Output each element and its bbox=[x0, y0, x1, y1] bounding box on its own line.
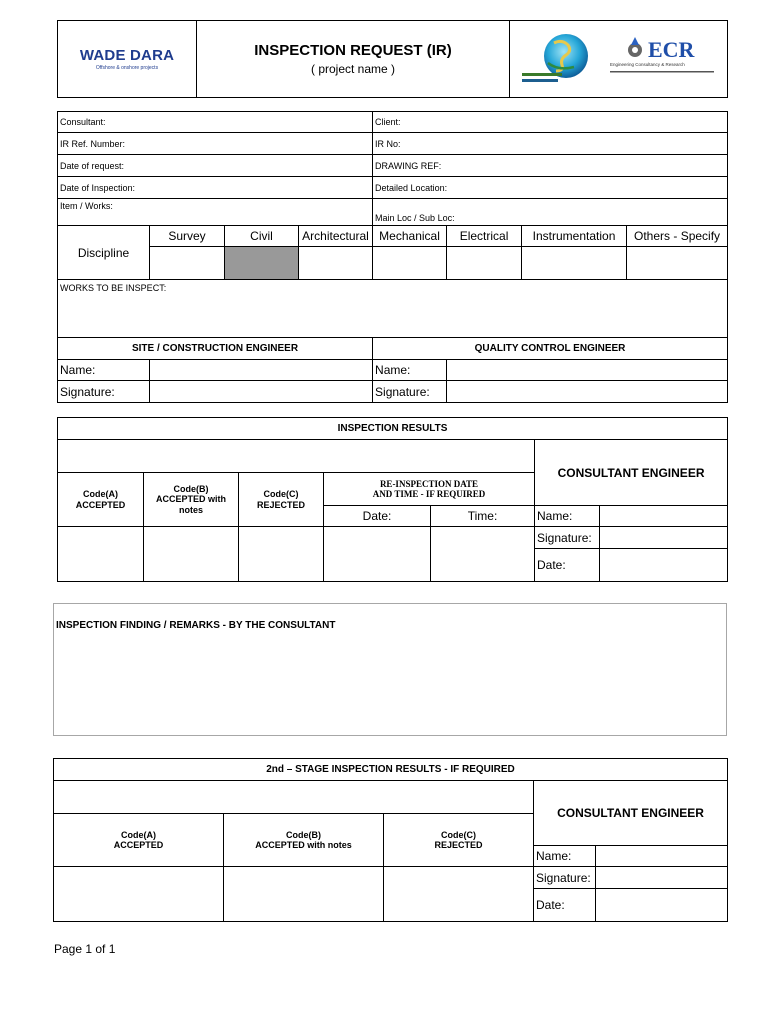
partner-logos bbox=[510, 21, 728, 98]
stage2-name-field[interactable] bbox=[596, 846, 728, 867]
consultant-date-label: Date: bbox=[535, 549, 600, 582]
stage2-date-field[interactable] bbox=[596, 889, 728, 922]
consultant-engineer-heading: CONSULTANT ENGINEER bbox=[535, 440, 728, 506]
arabic-tagline-icon bbox=[610, 69, 720, 75]
site-signature-label: Signature: bbox=[58, 381, 150, 403]
stage2-code-c-header: Code(C) REJECTED bbox=[384, 814, 534, 867]
gear-icon bbox=[624, 37, 646, 61]
code-c-header: Code(C) REJECTED bbox=[239, 473, 324, 527]
ecr-logo bbox=[610, 35, 720, 87]
discipline-check-instrumentation[interactable] bbox=[522, 247, 627, 280]
stage2-code-a-field[interactable] bbox=[54, 867, 224, 922]
stage2-blank-row bbox=[54, 781, 534, 814]
code-b-header: Code(B) ACCEPTED with notes bbox=[144, 473, 239, 527]
discipline-check-survey[interactable] bbox=[150, 247, 225, 280]
stage2-consultant-engineer-heading: CONSULTANT ENGINEER bbox=[534, 781, 728, 846]
stage2-results-table bbox=[53, 758, 728, 922]
site-engineer-heading: SITE / CONSTRUCTION ENGINEER bbox=[58, 338, 373, 360]
remarks-label: INSPECTION FINDING / REMARKS - BY THE CONSULTANT bbox=[56, 620, 336, 631]
site-name-field[interactable] bbox=[150, 360, 373, 381]
discipline-check-mechanical[interactable] bbox=[373, 247, 447, 280]
site-name-label: Name: bbox=[58, 360, 150, 381]
page-number: Page 1 of 1 bbox=[54, 942, 116, 956]
code-c-field[interactable] bbox=[239, 527, 324, 582]
inspection-results-table bbox=[57, 417, 728, 582]
ecr-wordmark: ECR bbox=[648, 37, 695, 62]
detailed-location-field[interactable]: Detailed Location: bbox=[373, 177, 728, 199]
form-header bbox=[57, 20, 728, 98]
reinspection-time-field[interactable] bbox=[431, 527, 535, 582]
title-cell bbox=[197, 21, 510, 98]
code-b-field[interactable] bbox=[144, 527, 239, 582]
discipline-check-electrical[interactable] bbox=[447, 247, 522, 280]
item-works-field[interactable]: Item / Works: bbox=[58, 199, 373, 226]
qc-name-field[interactable] bbox=[447, 360, 728, 381]
ecr-tagline: Engineering Consultancy & Research bbox=[610, 62, 685, 67]
qc-engineer-heading: QUALITY CONTROL ENGINEER bbox=[373, 338, 728, 360]
consultant-date-field[interactable] bbox=[600, 549, 728, 582]
inspection-results-title: INSPECTION RESULTS bbox=[58, 418, 728, 440]
reinspection-time-label: Time: bbox=[431, 506, 535, 527]
request-info-table bbox=[57, 111, 728, 403]
qc-signature-label: Signature: bbox=[373, 381, 447, 403]
stage2-signature-field[interactable] bbox=[596, 867, 728, 889]
code-a-header: Code(A) ACCEPTED bbox=[58, 473, 144, 527]
discipline-check-architectural[interactable] bbox=[299, 247, 373, 280]
qc-signature-field[interactable] bbox=[447, 381, 728, 403]
consultant-name-label: Name: bbox=[535, 506, 600, 527]
results-blank-row bbox=[58, 440, 535, 473]
form-title: INSPECTION REQUEST (IR) bbox=[254, 42, 452, 59]
reinspection-date-field[interactable] bbox=[324, 527, 431, 582]
date-of-request-field[interactable]: Date of request: bbox=[58, 155, 373, 177]
stage2-code-c-field[interactable] bbox=[384, 867, 534, 922]
works-to-inspect-field[interactable]: WORKS TO BE INSPECT: bbox=[58, 280, 728, 338]
reinspection-header: RE-INSPECTION DATE AND TIME - IF REQUIRED bbox=[324, 473, 535, 506]
remarks-box[interactable] bbox=[53, 603, 727, 736]
brand-tagline: Offshore & onshore projects bbox=[95, 65, 159, 71]
discipline-header-civil: Civil bbox=[225, 226, 299, 247]
stage2-code-a-header: Code(A) ACCEPTED bbox=[54, 814, 224, 867]
discipline-header-others: Others - Specify bbox=[627, 226, 728, 247]
main-loc-field[interactable]: Main Loc / Sub Loc: bbox=[373, 199, 728, 226]
site-signature-field[interactable] bbox=[150, 381, 373, 403]
discipline-check-civil[interactable] bbox=[225, 247, 299, 280]
stage2-code-b-field[interactable] bbox=[224, 867, 384, 922]
discipline-header-electrical: Electrical bbox=[447, 226, 522, 247]
consultant-field[interactable]: Consultant: bbox=[58, 112, 373, 133]
discipline-header-instrumentation: Instrumentation bbox=[522, 226, 627, 247]
code-a-field[interactable] bbox=[58, 527, 144, 582]
consultant-name-field[interactable] bbox=[600, 506, 728, 527]
stage2-signature-label: Signature: bbox=[534, 867, 596, 889]
discipline-header-survey: Survey bbox=[150, 226, 225, 247]
drawing-ref-field[interactable]: DRAWING REF: bbox=[373, 155, 728, 177]
consultant-signature-label: Signature: bbox=[535, 527, 600, 549]
stage2-title: 2nd – STAGE INSPECTION RESULTS - IF REQUIRED bbox=[54, 759, 728, 781]
consultant-signature-field[interactable] bbox=[600, 527, 728, 549]
date-of-inspection-field[interactable]: Date of Inspection: bbox=[58, 177, 373, 199]
discipline-check-others[interactable] bbox=[627, 247, 728, 280]
reinspection-date-label: Date: bbox=[324, 506, 431, 527]
brand-logo bbox=[58, 21, 197, 98]
globe-emblem-icon bbox=[518, 29, 596, 89]
brand-name: WADE DARA bbox=[79, 47, 175, 64]
project-name: ( project name ) bbox=[310, 62, 396, 76]
ir-no-field[interactable]: IR No: bbox=[373, 133, 728, 155]
stage2-name-label: Name: bbox=[534, 846, 596, 867]
stage2-date-label: Date: bbox=[534, 889, 596, 922]
discipline-header-architectural: Architectural bbox=[299, 226, 373, 247]
stage2-code-b-header: Code(B) ACCEPTED with notes bbox=[224, 814, 384, 867]
ir-ref-field[interactable]: IR Ref. Number: bbox=[58, 133, 373, 155]
qc-name-label: Name: bbox=[373, 360, 447, 381]
client-field[interactable]: Client: bbox=[373, 112, 728, 133]
discipline-label: Discipline bbox=[58, 226, 150, 280]
discipline-header-mechanical: Mechanical bbox=[373, 226, 447, 247]
